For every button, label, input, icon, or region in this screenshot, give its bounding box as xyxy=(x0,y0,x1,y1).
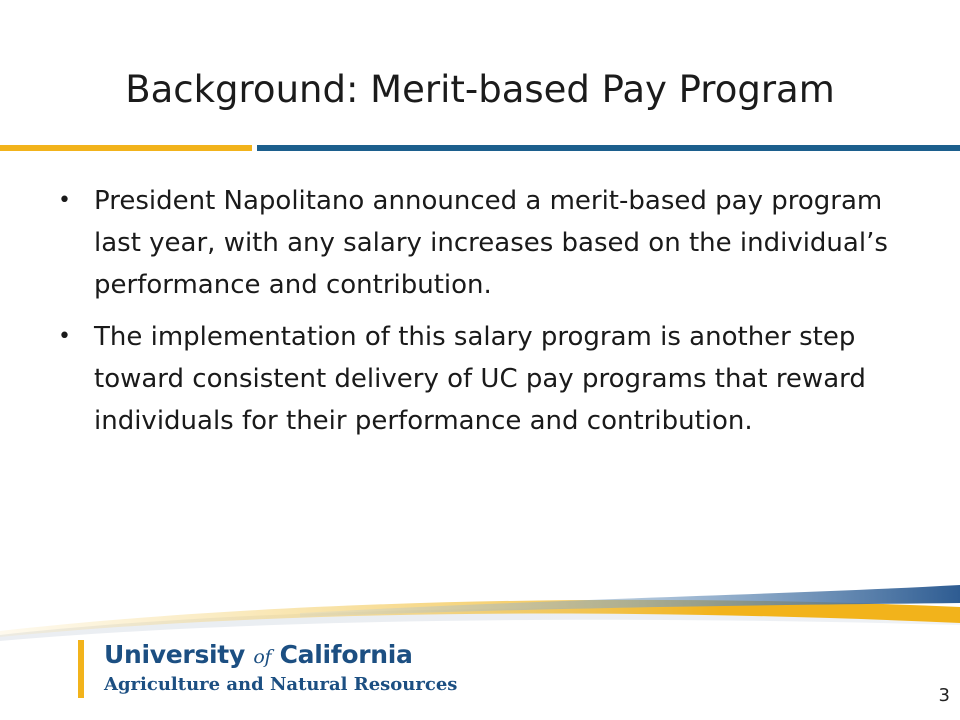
bullet-marker: • xyxy=(58,188,71,213)
bullet-marker: • xyxy=(58,324,71,349)
bullet-text: The implementation of this salary program is another step toward consistent delivery of UC pay programs that reward individuals for their performance and contribution. xyxy=(94,322,866,436)
bullet-item xyxy=(56,180,916,306)
logo-of-word: of xyxy=(253,646,272,668)
logo-gold-bar xyxy=(78,640,84,698)
title-rule-gold xyxy=(0,145,252,151)
logo-division-name: Agriculture and Natural Resources xyxy=(104,674,458,695)
logo-california-word: California xyxy=(271,640,413,669)
title-rule-blue xyxy=(257,145,960,151)
bullet-text: President Napolitano announced a merit-based pay program last year, with any salary increases based on the individual’s performance and contribution. xyxy=(94,186,888,300)
slide-title: Background: Merit-based Pay Program xyxy=(125,68,835,111)
page-number: 3 xyxy=(938,685,950,706)
logo-university-name xyxy=(104,640,413,672)
logo-university-word: University xyxy=(104,640,254,669)
bullet-list xyxy=(56,180,916,452)
bullet-item xyxy=(56,316,916,442)
